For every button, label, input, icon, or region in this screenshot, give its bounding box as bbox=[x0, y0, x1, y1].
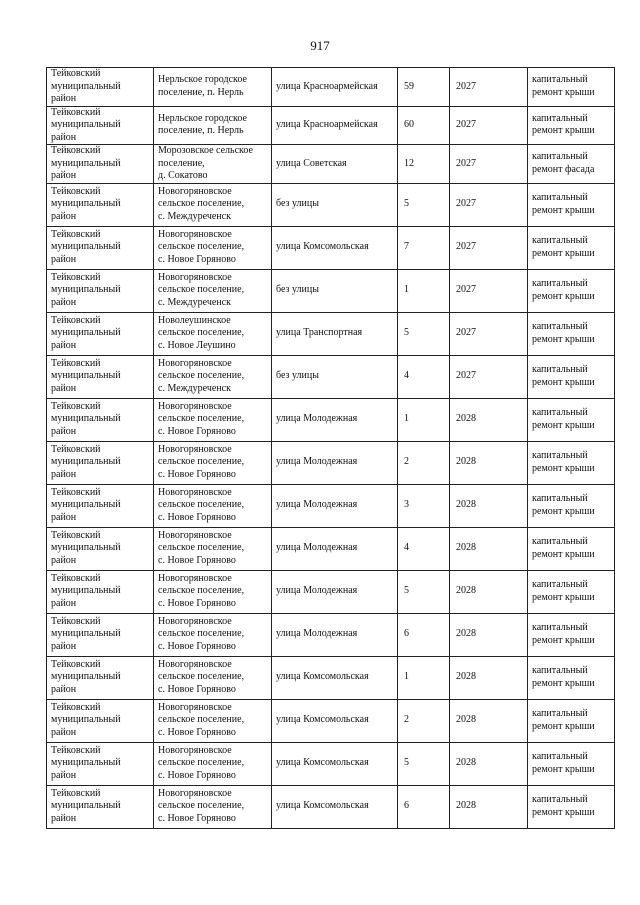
cell-year: 2027 bbox=[450, 355, 528, 398]
cell-year: 2028 bbox=[450, 441, 528, 484]
cell-house: 1 bbox=[398, 398, 450, 441]
cell-street: улица Комсомольская bbox=[272, 226, 398, 269]
cell-street: без улицы bbox=[272, 269, 398, 312]
cell-settlement: Новогоряновское сельское поселение, с. Междуреченск bbox=[154, 269, 272, 312]
cell-district: Тейковский муниципальный район bbox=[47, 699, 154, 742]
cell-district: Тейковский муниципальный район bbox=[47, 742, 154, 785]
cell-settlement: Новогоряновское сельское поселение, с. Новое Горяново bbox=[154, 527, 272, 570]
cell-work: капитальный ремонт крыши bbox=[528, 527, 615, 570]
cell-settlement: Новогоряновское сельское поселение, с. Новое Горяново bbox=[154, 441, 272, 484]
table-row bbox=[47, 106, 615, 145]
cell-street: улица Комсомольская bbox=[272, 699, 398, 742]
table-row bbox=[47, 68, 615, 107]
cell-street: без улицы bbox=[272, 355, 398, 398]
cell-work: капитальный ремонт крыши bbox=[528, 785, 615, 828]
cell-street: улица Красноармейская bbox=[272, 106, 398, 145]
table-row bbox=[47, 226, 615, 269]
table-row bbox=[47, 145, 615, 184]
cell-work: капитальный ремонт крыши bbox=[528, 699, 615, 742]
cell-year: 2028 bbox=[450, 656, 528, 699]
cell-work: капитальный ремонт крыши bbox=[528, 106, 615, 145]
cell-street: улица Комсомольская bbox=[272, 656, 398, 699]
cell-settlement: Новолеушинское сельское поселение, с. Новое Леушино bbox=[154, 312, 272, 355]
cell-street: улица Молодежная bbox=[272, 484, 398, 527]
cell-work: капитальный ремонт крыши bbox=[528, 613, 615, 656]
cell-work: капитальный ремонт крыши bbox=[528, 312, 615, 355]
cell-settlement: Новогоряновское сельское поселение, с. Новое Горяново bbox=[154, 742, 272, 785]
cell-house: 59 bbox=[398, 68, 450, 107]
cell-settlement: Новогоряновское сельское поселение, с. Междуреченск bbox=[154, 355, 272, 398]
table-row bbox=[47, 699, 615, 742]
cell-year: 2027 bbox=[450, 226, 528, 269]
cell-year: 2028 bbox=[450, 613, 528, 656]
cell-year: 2027 bbox=[450, 269, 528, 312]
table-row bbox=[47, 613, 615, 656]
table-row bbox=[47, 570, 615, 613]
cell-district: Тейковский муниципальный район bbox=[47, 269, 154, 312]
cell-house: 1 bbox=[398, 269, 450, 312]
cell-house: 12 bbox=[398, 145, 450, 184]
cell-settlement: Новогоряновское сельское поселение, с. Новое Горяново bbox=[154, 226, 272, 269]
cell-work: капитальный ремонт крыши bbox=[528, 742, 615, 785]
cell-house: 5 bbox=[398, 312, 450, 355]
cell-work: капитальный ремонт крыши bbox=[528, 68, 615, 107]
cell-year: 2028 bbox=[450, 484, 528, 527]
cell-year: 2027 bbox=[450, 183, 528, 226]
table-body bbox=[47, 68, 615, 829]
cell-settlement: Новогоряновское сельское поселение, с. Новое Горяново bbox=[154, 398, 272, 441]
cell-district: Тейковский муниципальный район bbox=[47, 785, 154, 828]
table-row bbox=[47, 183, 615, 226]
cell-street: без улицы bbox=[272, 183, 398, 226]
cell-house: 1 bbox=[398, 656, 450, 699]
cell-work: капитальный ремонт крыши bbox=[528, 570, 615, 613]
cell-district: Тейковский муниципальный район bbox=[47, 145, 154, 184]
cell-year: 2027 bbox=[450, 68, 528, 107]
cell-work: капитальный ремонт крыши bbox=[528, 398, 615, 441]
cell-district: Тейковский муниципальный район bbox=[47, 441, 154, 484]
cell-district: Тейковский муниципальный район bbox=[47, 312, 154, 355]
cell-settlement: Нерльское городское поселение, п. Нерль bbox=[154, 68, 272, 107]
cell-work: капитальный ремонт крыши bbox=[528, 656, 615, 699]
cell-house: 4 bbox=[398, 527, 450, 570]
cell-house: 5 bbox=[398, 570, 450, 613]
cell-work: капитальный ремонт крыши bbox=[528, 183, 615, 226]
table-row bbox=[47, 441, 615, 484]
cell-settlement: Новогоряновское сельское поселение, с. Новое Горяново bbox=[154, 785, 272, 828]
cell-district: Тейковский муниципальный район bbox=[47, 613, 154, 656]
cell-district: Тейковский муниципальный район bbox=[47, 656, 154, 699]
cell-house: 5 bbox=[398, 742, 450, 785]
cell-house: 5 bbox=[398, 183, 450, 226]
cell-house: 6 bbox=[398, 613, 450, 656]
cell-work: капитальный ремонт крыши bbox=[528, 355, 615, 398]
cell-year: 2027 bbox=[450, 145, 528, 184]
cell-district: Тейковский муниципальный район bbox=[47, 68, 154, 107]
cell-settlement: Новогоряновское сельское поселение, с. Новое Горяново bbox=[154, 656, 272, 699]
table-row bbox=[47, 269, 615, 312]
table-row bbox=[47, 484, 615, 527]
cell-house: 7 bbox=[398, 226, 450, 269]
cell-house: 3 bbox=[398, 484, 450, 527]
cell-street: улица Молодежная bbox=[272, 613, 398, 656]
cell-street: улица Молодежная bbox=[272, 527, 398, 570]
cell-district: Тейковский муниципальный район bbox=[47, 484, 154, 527]
cell-year: 2028 bbox=[450, 742, 528, 785]
page-number: 917 bbox=[310, 38, 330, 53]
cell-street: улица Советская bbox=[272, 145, 398, 184]
table-row bbox=[47, 656, 615, 699]
cell-district: Тейковский муниципальный район bbox=[47, 398, 154, 441]
cell-house: 2 bbox=[398, 699, 450, 742]
cell-street: улица Комсомольская bbox=[272, 742, 398, 785]
cell-house: 2 bbox=[398, 441, 450, 484]
cell-district: Тейковский муниципальный район bbox=[47, 183, 154, 226]
cell-settlement: Новогоряновское сельское поселение, с. Междуреченск bbox=[154, 183, 272, 226]
cell-district: Тейковский муниципальный район bbox=[47, 527, 154, 570]
cell-street: улица Молодежная bbox=[272, 441, 398, 484]
cell-year: 2028 bbox=[450, 699, 528, 742]
table-row bbox=[47, 527, 615, 570]
cell-street: улица Комсомольская bbox=[272, 785, 398, 828]
cell-year: 2028 bbox=[450, 570, 528, 613]
table-row bbox=[47, 742, 615, 785]
cell-year: 2028 bbox=[450, 527, 528, 570]
cell-work: капитальный ремонт крыши bbox=[528, 441, 615, 484]
cell-street: улица Транспортная bbox=[272, 312, 398, 355]
cell-street: улица Красноармейская bbox=[272, 68, 398, 107]
cell-district: Тейковский муниципальный район bbox=[47, 106, 154, 145]
cell-work: капитальный ремонт крыши bbox=[528, 269, 615, 312]
cell-district: Тейковский муниципальный район bbox=[47, 226, 154, 269]
cell-house: 60 bbox=[398, 106, 450, 145]
table-row bbox=[47, 312, 615, 355]
cell-year: 2028 bbox=[450, 398, 528, 441]
table-row bbox=[47, 355, 615, 398]
table-row bbox=[47, 398, 615, 441]
cell-district: Тейковский муниципальный район bbox=[47, 570, 154, 613]
cell-settlement: Новогоряновское сельское поселение, с. Новое Горяново bbox=[154, 570, 272, 613]
cell-settlement: Морозовское сельское поселение, д. Сокатово bbox=[154, 145, 272, 184]
cell-work: капитальный ремонт крыши bbox=[528, 484, 615, 527]
cell-year: 2027 bbox=[450, 106, 528, 145]
cell-work: капитальный ремонт крыши bbox=[528, 226, 615, 269]
cell-settlement: Нерльское городское поселение, п. Нерль bbox=[154, 106, 272, 145]
table-row bbox=[47, 785, 615, 828]
cell-year: 2027 bbox=[450, 312, 528, 355]
cell-street: улица Молодежная bbox=[272, 398, 398, 441]
cell-settlement: Новогоряновское сельское поселение, с. Новое Горяново bbox=[154, 613, 272, 656]
cell-house: 6 bbox=[398, 785, 450, 828]
cell-district: Тейковский муниципальный район bbox=[47, 355, 154, 398]
cell-street: улица Молодежная bbox=[272, 570, 398, 613]
repair-schedule-table bbox=[46, 67, 615, 829]
cell-settlement: Новогоряновское сельское поселение, с. Новое Горяново bbox=[154, 699, 272, 742]
cell-work: капитальный ремонт фасада bbox=[528, 145, 615, 184]
cell-year: 2028 bbox=[450, 785, 528, 828]
cell-settlement: Новогоряновское сельское поселение, с. Новое Горяново bbox=[154, 484, 272, 527]
cell-house: 4 bbox=[398, 355, 450, 398]
